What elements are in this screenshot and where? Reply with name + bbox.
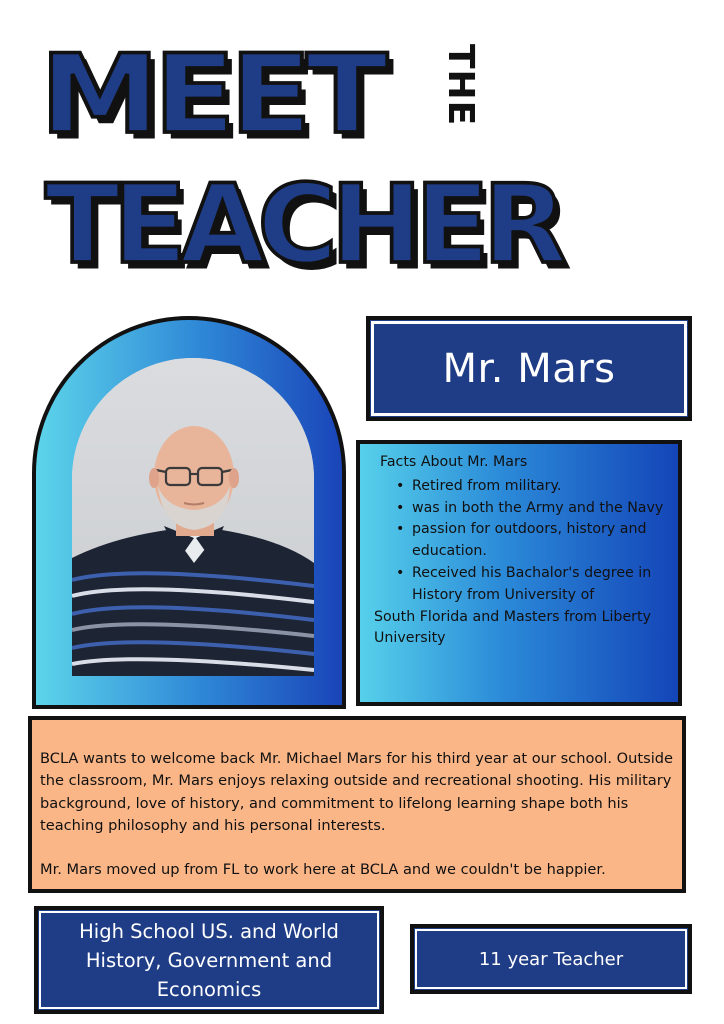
facts-box: [356, 440, 682, 706]
experience-text: 11 year Teacher: [478, 948, 624, 970]
subjects-text: High School US. and World History, Government and Economics: [79, 919, 339, 1001]
title-meet: MEET: [40, 30, 382, 158]
welcome-box: [28, 716, 686, 893]
experience-box: [410, 924, 692, 994]
title-the: THE: [440, 44, 481, 127]
title-teacher: TEACHER: [45, 160, 560, 288]
subjects-box: [34, 906, 384, 1014]
welcome-paragraph: BCLA wants to welcome back Mr. Michael Mars for his third year at our school. Outside the classroom, Mr. Mars enjoys relaxing outside and recreational shooting. His military background, love of history, and commitment to lifelong learning shape both his teaching philosophy and his personal interests.: [40, 750, 673, 834]
facts-list-item: • Retired from military.: [398, 476, 670, 498]
teacher-portrait-image: [72, 358, 314, 676]
teacher-name: Mr. Mars: [442, 345, 616, 392]
teacher-name-box: [366, 316, 692, 421]
facts-list-item: • was in both the Army and the Navy: [398, 498, 670, 520]
facts-tail-text: South Florida and Masters from Liberty University: [374, 608, 651, 647]
teacher-photo: [72, 358, 314, 676]
facts-list-item: • Received his Bachalor's degree in History from University of: [398, 563, 670, 607]
welcome-paragraph: Mr. Mars moved up from FL to work here at BCLA and we couldn't be happier.: [40, 861, 606, 879]
photo-arch-frame: [32, 316, 346, 709]
facts-heading: Facts About Mr. Mars: [380, 454, 528, 470]
facts-list: [370, 476, 670, 607]
facts-list-item: • passion for outdoors, history and education.: [398, 519, 670, 563]
